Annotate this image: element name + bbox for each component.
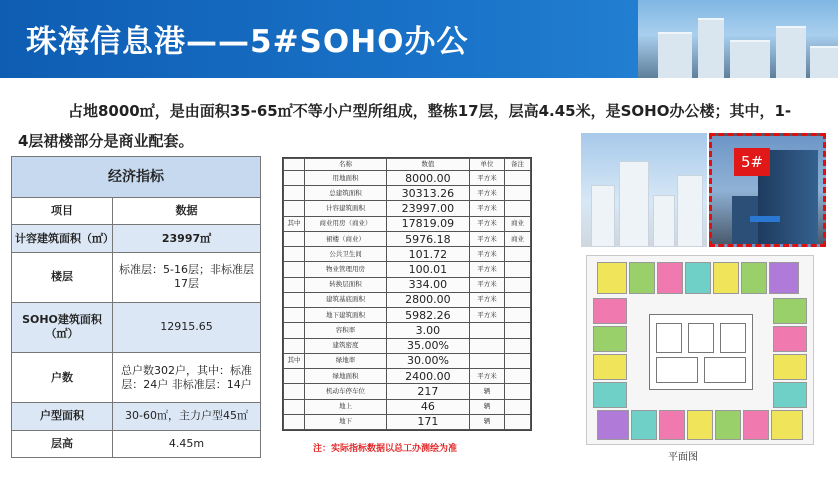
- kpi-header: 经济指标: [12, 157, 261, 198]
- tech-note-cell: [505, 201, 531, 216]
- kpi-row: [12, 430, 261, 458]
- kpi-row: [12, 353, 261, 403]
- tech-value-cell: 2800.00: [387, 292, 470, 307]
- tech-side-cell: 其中: [284, 353, 305, 368]
- tech-note-cell: [505, 369, 531, 384]
- tech-name-cell: 地上: [305, 399, 387, 414]
- tech-unit-cell: [469, 338, 504, 353]
- tech-note-cell: [505, 171, 531, 186]
- kpi-label: 计容建筑面积（㎡）: [12, 225, 113, 252]
- tech-row: [284, 247, 531, 262]
- technical-indicators-table: [283, 158, 531, 430]
- tech-side-cell: [284, 399, 305, 414]
- building-5-photo: [709, 133, 826, 247]
- kpi-col-data: 数据: [113, 198, 261, 225]
- tech-unit-cell: 平方米: [469, 201, 504, 216]
- kpi-column-row: [12, 198, 261, 225]
- tech-name-cell: 物业管理用房: [305, 262, 387, 277]
- tech-side-cell: [284, 201, 305, 216]
- tech-name-cell: 地下: [305, 414, 387, 429]
- tech-row: [284, 231, 531, 246]
- tech-unit-cell: 平方米: [469, 277, 504, 292]
- tech-row: [284, 323, 531, 338]
- page-title: 珠海信息港——5#SOHO办公: [26, 24, 469, 60]
- tech-unit-cell: 平方米: [469, 247, 504, 262]
- tech-value-cell: 334.00: [387, 277, 470, 292]
- tech-value-cell: 2400.00: [387, 369, 470, 384]
- tech-row: [284, 171, 531, 186]
- tech-value-cell: 23997.00: [387, 201, 470, 216]
- tech-unit-cell: 平方米: [469, 369, 504, 384]
- tech-row: [284, 353, 531, 368]
- tech-side-cell: [284, 262, 305, 277]
- tech-name-cell: 容积率: [305, 323, 387, 338]
- banner-city-image: [638, 0, 838, 78]
- tech-unit-cell: [469, 353, 504, 368]
- tech-name-cell: 商业用房（商业）: [305, 216, 387, 231]
- tech-name-cell: 公共卫生间: [305, 247, 387, 262]
- kpi-value: 总户数302户，其中：标准层：24户 非标准层：14户: [113, 353, 261, 403]
- tech-unit-cell: [469, 323, 504, 338]
- kpi-label: 户数: [12, 353, 113, 403]
- tech-row: [284, 292, 531, 307]
- kpi-value: 12915.65: [113, 302, 261, 352]
- tech-name-cell: 总建筑面积: [305, 186, 387, 201]
- tech-header-row: [284, 159, 531, 171]
- tech-unit-cell: 平方米: [469, 308, 504, 323]
- tech-value-cell: 3.00: [387, 323, 470, 338]
- tech-side-cell: [284, 308, 305, 323]
- kpi-col-item: 项目: [12, 198, 113, 225]
- tech-unit-cell: 平方米: [469, 262, 504, 277]
- tech-note-cell: [505, 308, 531, 323]
- tech-row: [284, 338, 531, 353]
- tech-row: [284, 262, 531, 277]
- intro-line-2: 4层裙楼部分是商业配套。: [18, 132, 194, 150]
- tech-col-unit: 单位: [469, 159, 504, 171]
- tech-side-cell: [284, 414, 305, 429]
- tech-row: [284, 308, 531, 323]
- tech-row: [284, 186, 531, 201]
- kpi-row: [12, 225, 261, 252]
- kpi-value: 4.45m: [113, 430, 261, 458]
- tech-value-cell: 100.01: [387, 262, 470, 277]
- tech-side-cell: [284, 277, 305, 292]
- kpi-row: [12, 302, 261, 352]
- tech-name-cell: 机动车停车位: [305, 384, 387, 399]
- tech-name-cell: 转换层面积: [305, 277, 387, 292]
- footnote: 注：实际指标数据以总工办测绘为准: [313, 444, 458, 454]
- tech-unit-cell: 辆: [469, 399, 504, 414]
- tech-unit-cell: 平方米: [469, 292, 504, 307]
- tech-row: [284, 201, 531, 216]
- tech-value-cell: 17819.09: [387, 216, 470, 231]
- tech-note-cell: [505, 186, 531, 201]
- tech-side-cell: [284, 186, 305, 201]
- tech-row: [284, 277, 531, 292]
- tech-value-cell: 46: [387, 399, 470, 414]
- tech-side-cell: [284, 369, 305, 384]
- tech-note-cell: [505, 247, 531, 262]
- tech-name-cell: 绿地率: [305, 353, 387, 368]
- tech-note-cell: [505, 292, 531, 307]
- building-photo: [581, 133, 707, 247]
- tech-value-cell: 5982.26: [387, 308, 470, 323]
- tech-name-cell: 建筑基底面积: [305, 292, 387, 307]
- tech-unit-cell: 辆: [469, 414, 504, 429]
- tech-unit-cell: 平方米: [469, 231, 504, 246]
- tech-value-cell: 101.72: [387, 247, 470, 262]
- tech-note-cell: 商业: [505, 216, 531, 231]
- technical-indicators-scan: [282, 157, 532, 431]
- tech-unit-cell: 平方米: [469, 171, 504, 186]
- tech-value-cell: 30313.26: [387, 186, 470, 201]
- tech-note-cell: [505, 353, 531, 368]
- kpi-value: 30-60㎡，主力户型45㎡: [113, 403, 261, 430]
- tech-name-cell: 裙楼（商业）: [305, 231, 387, 246]
- tech-unit-cell: 平方米: [469, 186, 504, 201]
- kpi-label: 楼层: [12, 252, 113, 302]
- tech-side-cell: [284, 292, 305, 307]
- tech-name-cell: 绿地面积: [305, 369, 387, 384]
- kpi-header-row: [12, 157, 261, 198]
- tech-side-cell: 其中: [284, 216, 305, 231]
- tech-note-cell: [505, 414, 531, 429]
- tech-col-value: 数值: [387, 159, 470, 171]
- tech-row: [284, 384, 531, 399]
- tech-row: [284, 414, 531, 429]
- kpi-label: 户型面积: [12, 403, 113, 430]
- floor-plan: [586, 255, 814, 445]
- tech-name-cell: 用地面积: [305, 171, 387, 186]
- tech-name-cell: 地下建筑面积: [305, 308, 387, 323]
- floor-plan-caption: 平面图: [668, 452, 698, 463]
- tech-note-cell: [505, 277, 531, 292]
- tech-side-cell: [284, 247, 305, 262]
- kpi-row: [12, 403, 261, 430]
- title-banner: [0, 0, 838, 78]
- intro-line-1: 占地8000㎡，是由面积35-65㎡不等小户型所组成，整栋17层，层高4.45米，是SOHO办公楼；其中，1-: [68, 102, 792, 120]
- tech-row: [284, 399, 531, 414]
- tech-col-name: 名称: [305, 159, 387, 171]
- kpi-label: 层高: [12, 430, 113, 458]
- tech-side-cell: [284, 231, 305, 246]
- kpi-label: SOHO建筑面积（㎡）: [12, 302, 113, 352]
- tech-side-cell: [284, 384, 305, 399]
- tech-unit-cell: 平方米: [469, 216, 504, 231]
- kpi-row: [12, 252, 261, 302]
- kpi-value: 23997㎡: [113, 225, 261, 252]
- tech-col-note: 备注: [505, 159, 531, 171]
- tech-name-cell: 建筑密度: [305, 338, 387, 353]
- tech-note-cell: 商业: [505, 231, 531, 246]
- economic-indicators-table: [11, 156, 261, 458]
- building-badge: 5#: [734, 148, 770, 176]
- tech-unit-cell: 辆: [469, 384, 504, 399]
- tech-name-cell: 计容建筑面积: [305, 201, 387, 216]
- tech-row: [284, 216, 531, 231]
- floor-plan-core: [649, 314, 753, 390]
- tech-side-cell: [284, 338, 305, 353]
- tech-value-cell: 30.00%: [387, 353, 470, 368]
- tech-value-cell: 217: [387, 384, 470, 399]
- tech-side-cell: [284, 171, 305, 186]
- tech-side-cell: [284, 323, 305, 338]
- tech-value-cell: 35.00%: [387, 338, 470, 353]
- tech-note-cell: [505, 384, 531, 399]
- tech-side-col: [284, 159, 305, 171]
- tech-value-cell: 5976.18: [387, 231, 470, 246]
- tech-value-cell: 8000.00: [387, 171, 470, 186]
- tech-note-cell: [505, 338, 531, 353]
- tech-note-cell: [505, 399, 531, 414]
- tech-row: [284, 369, 531, 384]
- tech-value-cell: 171: [387, 414, 470, 429]
- tech-note-cell: [505, 323, 531, 338]
- tech-note-cell: [505, 262, 531, 277]
- kpi-value: 标准层：5-16层；非标准层17层: [113, 252, 261, 302]
